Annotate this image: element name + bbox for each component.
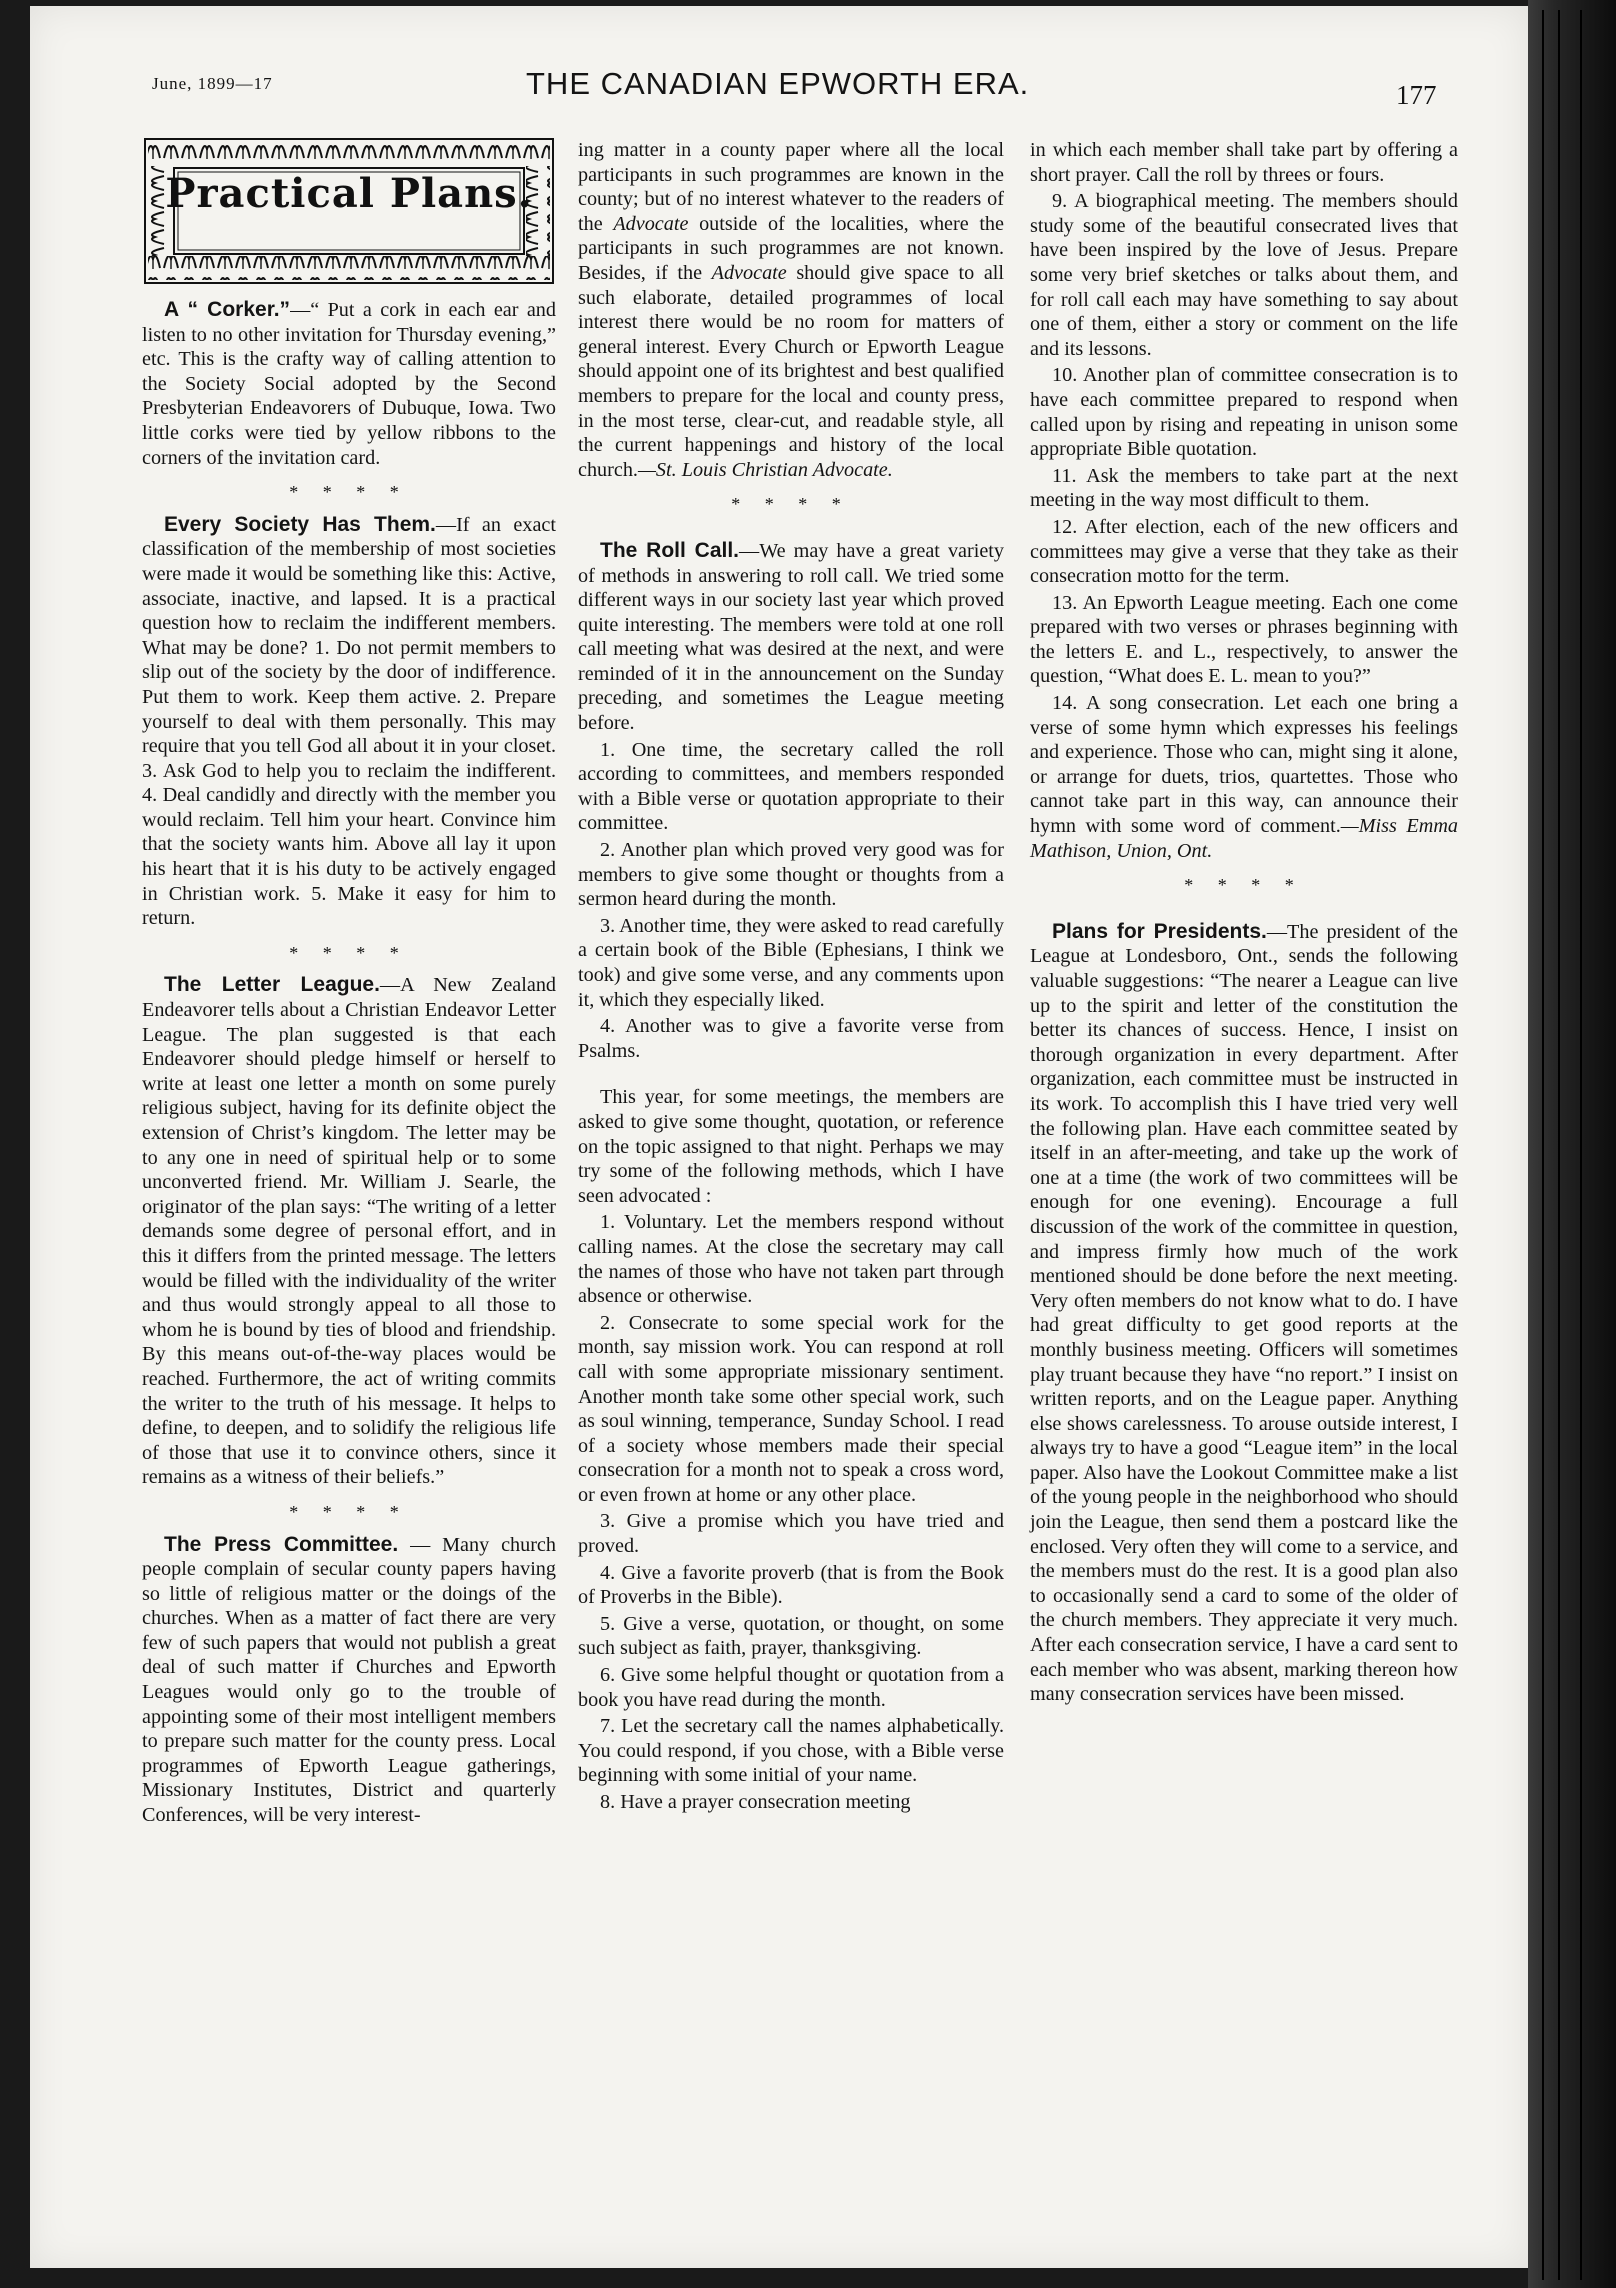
column-1	[142, 138, 556, 1828]
roll-call-continued: in which each member shall take part by offering a short prayer. Call the roll by threes or fours.	[1030, 139, 1458, 186]
body-text: outside of the localities, where the participants in such programmes are not known. Besides, if the	[578, 212, 1004, 284]
article-press-committee	[142, 1533, 556, 1828]
practical-plans-banner	[144, 138, 554, 284]
section-divider: * * * *	[731, 494, 851, 515]
article-heading: Plans for Presidents.	[1052, 919, 1267, 943]
list-item: 2. Consecrate to some special work for the month, say mission work. You can respond at roll call with some appropriate missionary sentiment. Another month take some other special work, such as soul winning, temperance, Sunday School. I read of a society whose members made their special consecration for a month not to speak a cross word, or even frown at home or any other place.	[578, 1311, 1004, 1506]
source-credit: —St. Louis Christian Advocate.	[637, 458, 893, 481]
article-heading: A “ Corker.”	[164, 298, 291, 321]
list-item: 5. Give a verse, quotation, or thought, on some such subject as faith, prayer, thanksgiving.	[578, 1612, 1004, 1660]
list-item: 12. After election, each of the new officers and committees may give a verse that they take as their consecration motto for the term.	[1030, 515, 1458, 588]
list-item: 13. An Epworth League meeting. Each one come prepared with two verses or phrases beginning with the letters E. and L., respectively, to answer the question, “What does E. L. mean to you?”	[1030, 591, 1458, 688]
article-heading: The Letter League.	[164, 973, 380, 997]
body-text: 14. A song consecration. Let each one bring a verse of some hymn which expresses his feelings and experience. Those who can, might sing it alone, or arrange for duets, trios, quartettes. Those who cannot take part in this way, can announce their hymn with some word of comment.	[1030, 692, 1458, 838]
article-roll-call	[578, 539, 1004, 736]
publication-name: Advocate	[613, 212, 689, 235]
magazine-page	[30, 6, 1528, 2268]
paragraph: This year, for some meetings, the members are asked to give some thought, quotation, or reference on the topic assigned to that night. Perhaps we may try some of the following methods, which I have seen advocated :	[578, 1086, 1004, 1207]
article-corker	[142, 298, 556, 470]
article-body: —We may have a great variety of methods in answering to roll call. We tried some different ways in our society last year which proved quite interesting. The members were told at one roll call meeting what was desired at the next, and were reminded of it in the announcement on the Sunday preceding, and sometimes the League meeting before.	[578, 539, 1004, 735]
article-body: —The president of the League at Londesboro, Ont., sends the following valuable suggestions: “The nearer a League can live up to the spirit and letter of the constitution the better its chances of success. Hence, I insist on thorough organization in every department. After organization, each committee must be instructed in its work. To accomplish this I have tried very well the following plan. Have each committee seated by itself in an after-meeting, and take up the work of one at a time (the work of two committees will be enough for one evening). Encourage a full discussion of the work of the committee in question, and impress firmly how much of the work mentioned should be done before the next meeting. Very often members do not know what to do. I have had great difficulty to get good reports at the monthly business meeting. Officers will sometimes play truant because they have “no report.” I insist on written reports, and on the League paper. Anything else shows carelessness. To arouse outside interest, I always try to have a good “League item” in the local paper. Also have the Lookout Committee make a list of the young people in the neighborhood who should join the League, then send them a postcard like the enclosed. Very often they will come to a service, and the members must do the rest. It is a good plan also to occasionally send a card to some of the older of the church members. They appreciate it very much. After each consecration service, I have a card sent to each member who was absent, marking thereon how many consecration services have been missed.	[1030, 920, 1458, 1706]
section-divider: * * * *	[289, 1501, 409, 1522]
list-item: 9. A biographical meeting. The members should study some of the beautiful consecrated lives that have been inspired by the love of Jesus. Prepare some very brief sketches or talks about them, and for roll call each may have something to say about one of them, either a story or comment on the life and its lessons.	[1030, 190, 1458, 360]
body-text: should give space to all such elaborate, detailed programmes of local interest there would be no room for matters of general interest. Every Church or Epworth League should appoint one of its brightest and best qualified members to prepare for the local and county press, in the most terse, clear-cut, and readable style, all the current happenings and history of the local church.	[578, 261, 1005, 481]
running-head-date: June, 1899—17	[152, 74, 273, 93]
article-every-society	[142, 513, 556, 931]
article-body: —A New Zealand Endeavorer tells about a Christian Endeavor Letter League. The plan suggested is that each Endeavorer should pledge himself or herself to write at least one letter a month on some purely religious subject, having for its definite object the extension of Christ’s kingdom. The letter may be to any one in need of spiritual help or to some unconverted friend. Mr. William J. Searle, the originator of the plan says: “The writing of a letter demands some degree of personal effort, and in this it differs from the printed message. The letters would be filled with the individuality of the writer and thus would strongly appeal to all those to whom he is bound by ties of blood and friendship. By this means out-of-the-way places would be reached. Furthermore, the act of writing commits the writer to the truth of his message. It helps to define, to deepen, and to solidify the religious life of those that use it to convince others, since it remains as a witness of their beliefs.”	[142, 974, 557, 1489]
article-heading: Every Society Has Them.	[164, 512, 436, 536]
list-item: 8. Have a prayer consecration meeting	[600, 1791, 911, 1813]
list-item: 2. Another plan which proved very good was for members to give some thought or thoughts from a sermon heard during the month.	[578, 839, 1004, 911]
article-body: — Many church people complain of secular county papers having so little of religious matter or the doings of the churches. When as a matter of fact there are very few of such papers that would not publish a great deal of such matter if Churches and Epworth Leagues would only go to the trouble of appointing some of their most intelligent members to prepare such matter for the county press. Local programmes of Epworth League gatherings, Missionary Institutes, District and quarterly Conferences, will be very interest-	[142, 1533, 556, 1827]
section-title: Practical Plans.	[165, 170, 533, 217]
article-heading: The Press Committee.	[164, 1532, 399, 1556]
article-body: —“ Put a cork in each ear and listen to no other invitation for Thursday evening,” etc. This is the crafty way of calling attention to the Society Social adopted by the Second Presbyterian Endeavorers of Dubuque, Iowa. Two little corks were tied by yellow ribbons to the corners of the invitation card.	[142, 299, 556, 469]
article-plans-for-presidents	[1030, 920, 1458, 1707]
article-heading: The Roll Call.	[600, 538, 739, 562]
publication-name: Advocate	[711, 261, 787, 284]
list-item: 6. Give some helpful thought or quotation from a book you have read during the month.	[578, 1664, 1004, 1711]
list-item: 1. Voluntary. Let the members respond without calling names. At the close the secretary may call the names of those who have not taken part through absence or otherwise.	[578, 1211, 1004, 1308]
list-item	[1030, 691, 1458, 863]
column-2	[578, 138, 1004, 1815]
list-item: 3. Another time, they were asked to read carefully a certain book of the Bible (Ephesians, I think we took) and give some verse, and any comments upon it, which they especially liked.	[578, 914, 1004, 1011]
column-3	[1030, 138, 1458, 1707]
list-item: 10. Another plan of committee consecration is to have each committee prepared to respond when called upon by rising and repeating in unison some appropriate Bible quotation.	[1030, 364, 1458, 461]
section-divider: * * * *	[289, 942, 409, 963]
source-credit: —Miss Emma Mathison, Union, Ont.	[1030, 815, 1458, 862]
book-binding	[1528, 0, 1616, 2288]
list-item: 7. Let the secretary call the names alphabetically. You could respond, if you chose, with a Bible verse beginning with some initial of your name.	[578, 1715, 1004, 1787]
article-letter-league	[142, 973, 556, 1489]
list-item: 11. Ask the members to take part at the next meeting in the way most difficult to them.	[1030, 464, 1458, 512]
list-item: 4. Another was to give a favorite verse from Psalms.	[578, 1015, 1004, 1062]
list-item: 1. One time, the secretary called the roll according to committees, and members responded with a Bible verse or quotation appropriate to their committee.	[578, 738, 1004, 835]
article-body: —If an exact classification of the membership of most societies were made it would be something like this: Active, associate, inactive, and lapsed. It is a practical question how to reclaim the indifferent members. What may be done? 1. Do not permit members to slip out of the society by the door of indifference. Put them to work. Keep them active. 2. Prepare yourself to deal with them personally. This may require that you tell God all about it in your closet. 3. Ask God to help you to reclaim the indifferent. 4. Deal candidly and directly with the member you would reclaim. Tell him your heart. Convince him that the society wants him. Above all lay it upon his heart that it is his duty to be actively engaged in Christian work. 5. Make it easy for him to return.	[142, 513, 556, 930]
page-number: 177	[1396, 80, 1437, 110]
list-item: 4. Give a favorite proverb (that is from the Book of Proverbs in the Bible).	[578, 1561, 1004, 1609]
body-text: ing matter in a county paper where all the local participants in such programmes are known in the county; but of no interest whatever to the readers of the	[578, 139, 1004, 235]
list-item: 3. Give a promise which you have tried and proved.	[578, 1510, 1004, 1558]
section-divider: * * * *	[289, 482, 409, 503]
masthead-title: THE CANADIAN EPWORTH ERA.	[526, 66, 1030, 101]
section-divider: * * * *	[1184, 875, 1304, 896]
press-committee-continued	[578, 138, 1004, 482]
